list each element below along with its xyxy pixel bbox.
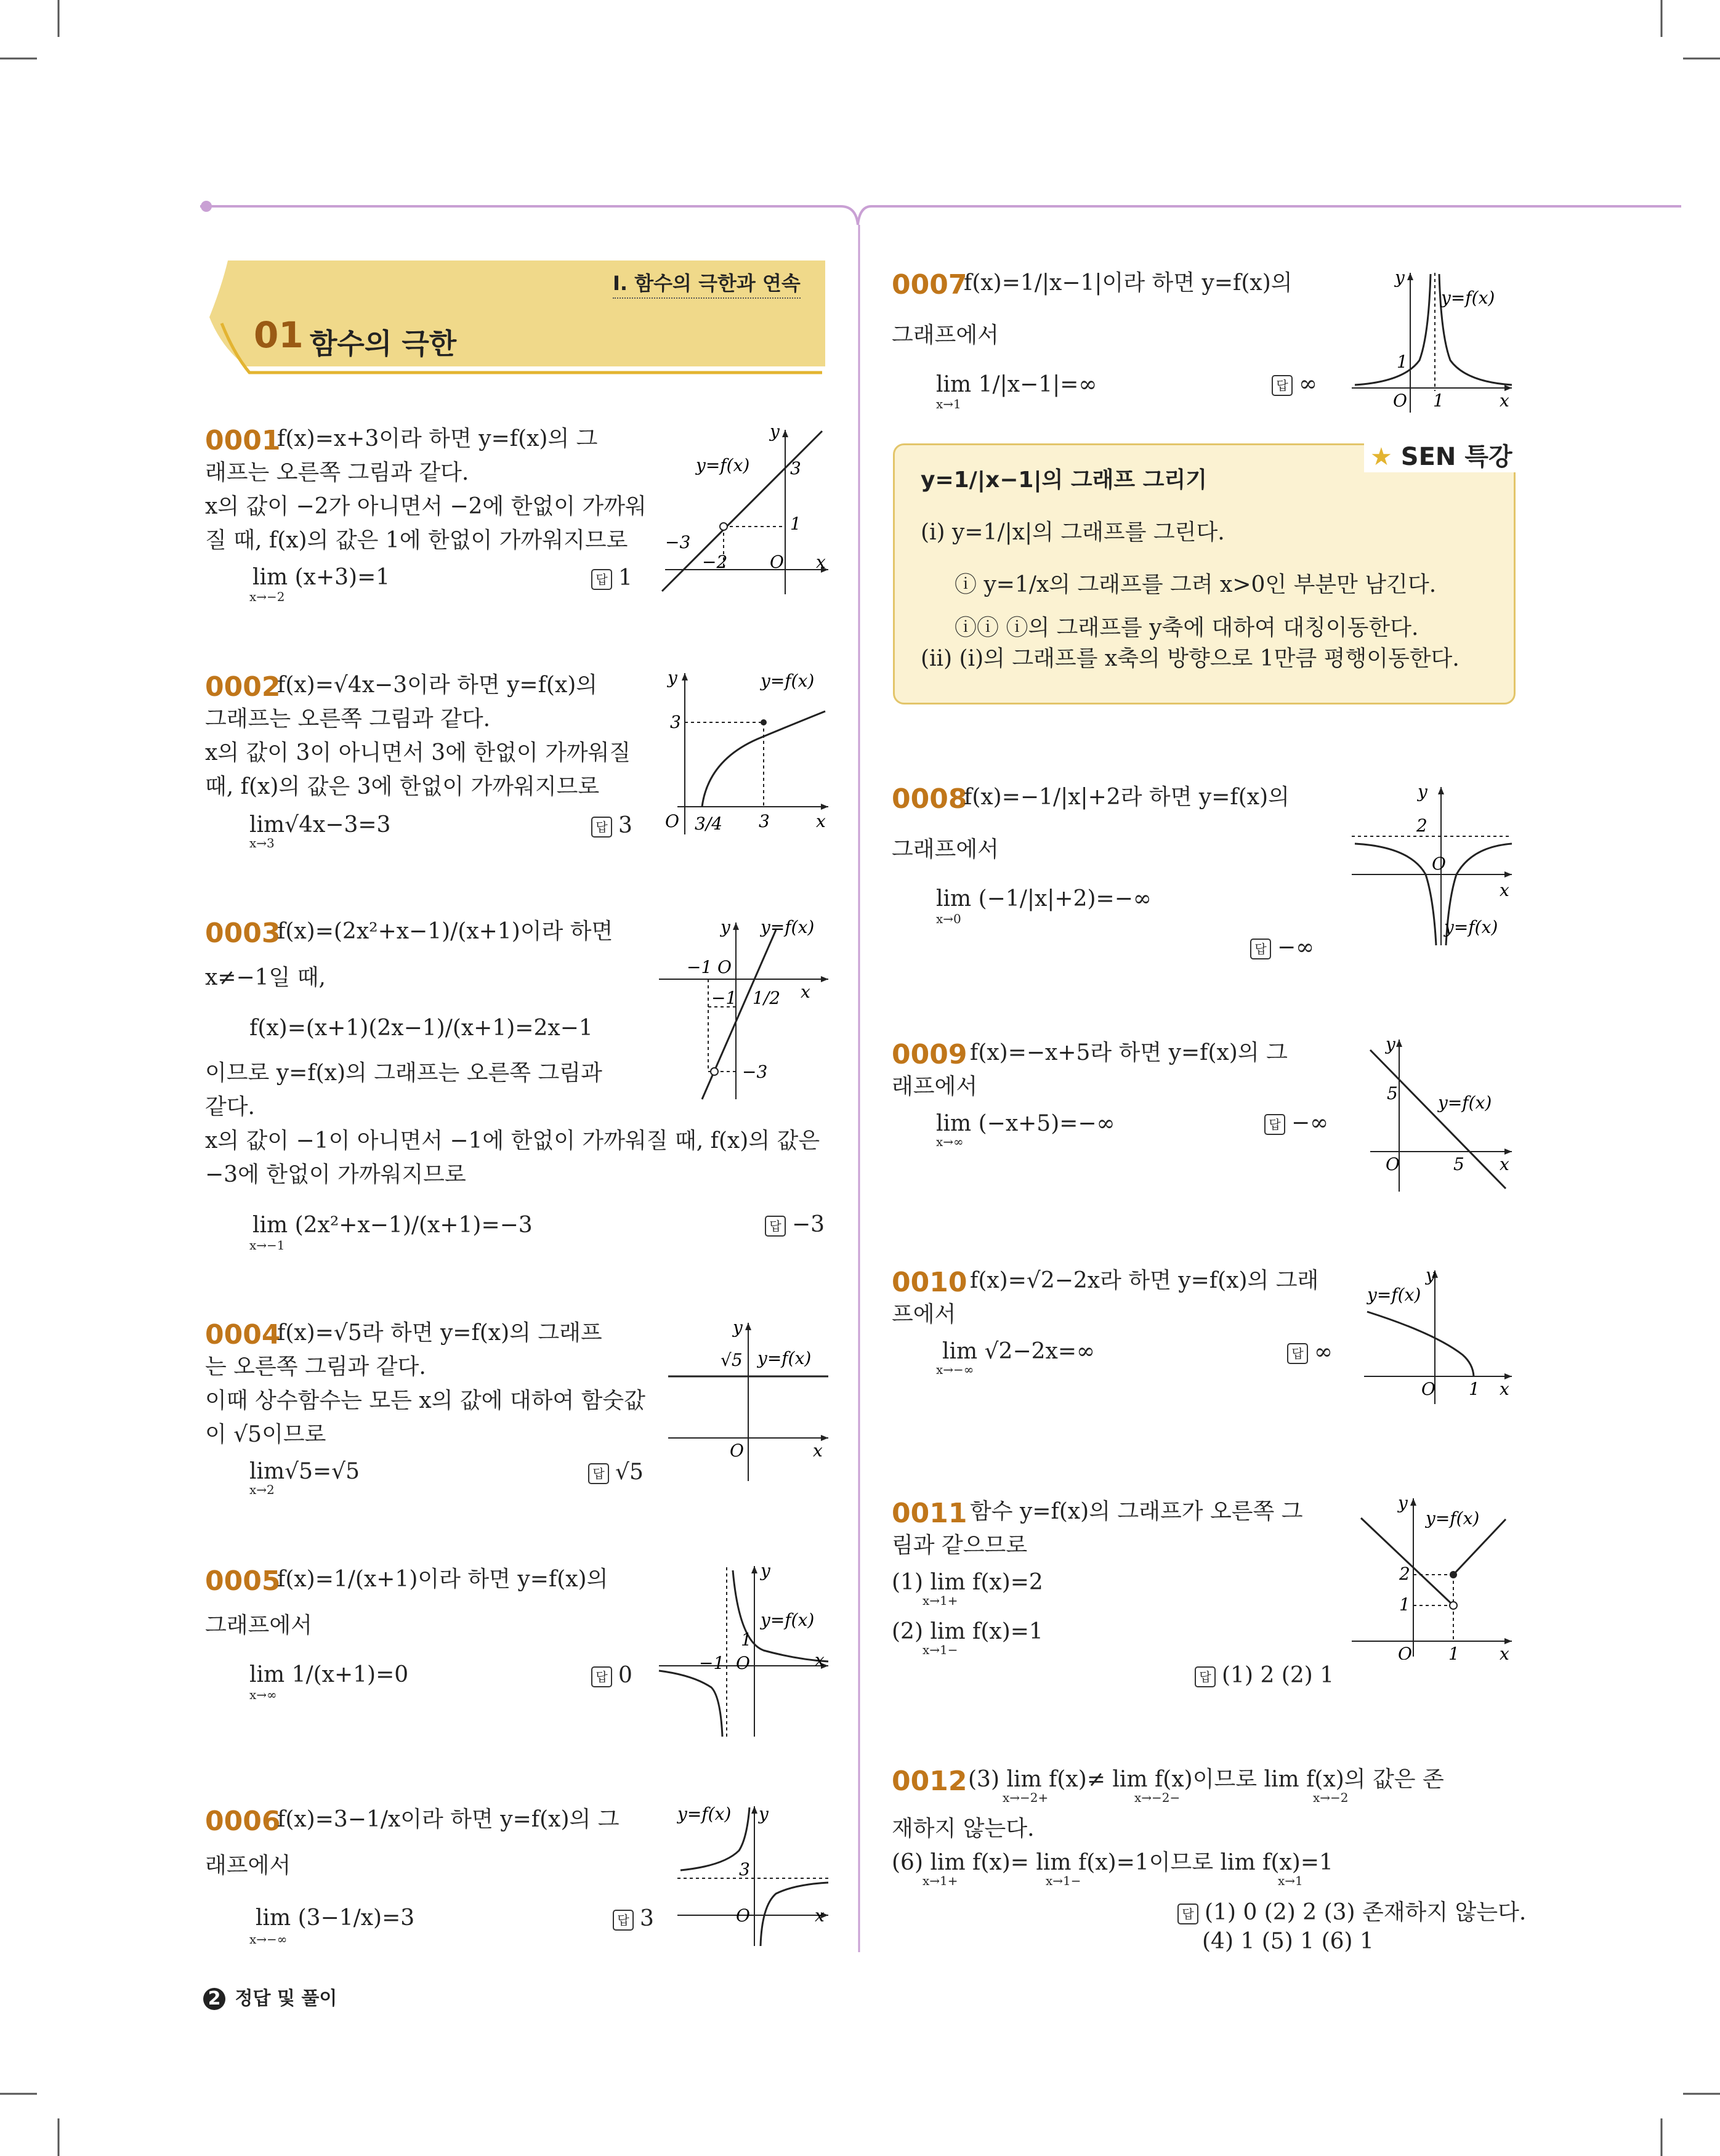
text-line: 때, f(x)의 값은 3에 한없이 가까워지므로: [205, 774, 600, 799]
text-line: (1) lim f(x)=2: [892, 1570, 1043, 1595]
answer-icon: 답: [1287, 1343, 1308, 1364]
svg-text:y: y: [733, 1318, 743, 1338]
svg-text:O: O: [665, 811, 679, 831]
text-line: 그래프에서: [205, 1613, 312, 1638]
section-number: 01: [254, 314, 304, 356]
limit-subscript: x→0: [936, 911, 961, 926]
graph-0002: [659, 668, 831, 841]
answer: 답 √5: [588, 1460, 644, 1485]
problem-number: 0004: [205, 1319, 281, 1351]
limit-expression: lim√5=√5: [249, 1459, 360, 1484]
limit-subscript: x→−2: [1313, 1790, 1349, 1805]
svg-text:√5: √5: [721, 1350, 743, 1370]
graph-0005: [656, 1561, 831, 1740]
limit-expression: lim 1/|x−1|=∞: [936, 372, 1097, 397]
svg-text:1: 1: [1448, 1644, 1460, 1660]
text-line: f(x)=−x+5라 하면 y=f(x)의 그: [970, 1040, 1288, 1065]
limit-expression: lim √2−2x=∞: [942, 1339, 1095, 1364]
answer: 답 0: [591, 1663, 632, 1688]
tip-badge: ★ SEN 특강: [1364, 437, 1519, 472]
limit-subscript: x→−1: [249, 1238, 285, 1253]
svg-text:y: y: [761, 1561, 770, 1581]
text-line: −3에 한없이 가까워지므로: [205, 1162, 466, 1187]
tip-line: ⓘ y=1/x의 그래프를 그려 x>0인 부분만 남긴다.: [955, 572, 1437, 597]
limit-subscript: x→1−: [1046, 1873, 1081, 1888]
text-line: f(x)=√4x−3이라 하면 y=f(x)의: [277, 672, 598, 698]
answer-icon: 답: [588, 1463, 609, 1484]
svg-text:y: y: [1398, 1493, 1408, 1513]
svg-text:2: 2: [1399, 1564, 1410, 1584]
text-line: 이므로 y=f(x)의 그래프는 오른쪽 그림과: [205, 1060, 602, 1086]
graph-0006: [674, 1801, 831, 1949]
answer: 답 ∞: [1287, 1339, 1333, 1365]
page-footer: [203, 1983, 337, 2010]
problem-number: 0012: [892, 1766, 967, 1797]
graph-0004: [665, 1318, 831, 1484]
problem-number: 0003: [205, 918, 281, 949]
svg-text:x: x: [1500, 1154, 1509, 1174]
limit-subscript: x→1: [936, 397, 961, 411]
svg-text:−3: −3: [665, 532, 691, 552]
text-line: f(x)=√2−2x라 하면 y=f(x)의 그래: [970, 1268, 1319, 1293]
text-line: (3) lim f(x)≠ lim f(x)이므로 lim f(x)의 값은 존: [968, 1767, 1444, 1792]
svg-text:3: 3: [670, 712, 681, 732]
graph-0007: [1349, 268, 1515, 416]
text-line: 는 오른쪽 그림과 같다.: [205, 1354, 426, 1379]
svg-text:y=f(x): y=f(x): [761, 671, 815, 691]
star-icon: ★: [1370, 443, 1392, 471]
svg-text:x: x: [1500, 1644, 1509, 1660]
answer-icon: 답: [1264, 1114, 1285, 1135]
text-line: 그래프에서: [892, 837, 999, 862]
svg-text:y=f(x): y=f(x): [696, 455, 750, 475]
limit-subscript: x→−∞: [936, 1362, 974, 1377]
svg-text:y=f(x): y=f(x): [1438, 1092, 1492, 1113]
graph-0009: [1361, 1035, 1515, 1195]
svg-text:O: O: [730, 1440, 744, 1461]
text-line: f(x)=1/(x+1)이라 하면 y=f(x)의: [277, 1567, 608, 1592]
answer: 답 −∞: [1250, 935, 1314, 960]
svg-text:y=f(x): y=f(x): [1367, 1285, 1421, 1305]
graph-0008: [1349, 782, 1515, 948]
svg-text:3: 3: [759, 811, 770, 831]
graph-0003: [653, 918, 831, 1102]
limit-expression: lim (2x²+x−1)/(x+1)=−3: [252, 1213, 533, 1238]
limit-subscript: x→−∞: [249, 1932, 288, 1947]
tip-line: (ⅱ) (ⅰ)의 그래프를 x축의 방향으로 1만큼 평행이동한다.: [921, 646, 1460, 671]
svg-text:O: O: [1393, 390, 1407, 411]
limit-subscript: x→∞: [249, 1687, 277, 1702]
svg-text:O: O: [770, 552, 784, 572]
limit-expression: lim√4x−3=3: [249, 812, 391, 838]
answer: 답 (1) 0 (2) 2 (3) 존재하지 않는다.: [1177, 1895, 1526, 1926]
svg-text:O: O: [717, 957, 732, 977]
svg-text:x: x: [813, 1440, 823, 1461]
answer: 답 −∞: [1264, 1110, 1328, 1136]
problem-number: 0009: [892, 1039, 967, 1070]
text-line: f(x)=3−1/x이라 하면 y=f(x)의 그: [277, 1807, 620, 1832]
svg-text:y: y: [1426, 1266, 1435, 1285]
answer-icon: 답: [591, 817, 612, 838]
text-line: 래프는 오른쪽 그림과 같다.: [205, 460, 469, 485]
problem-number: 0005: [205, 1565, 281, 1597]
limit-subscript: x→2: [249, 1482, 275, 1497]
text-line: 그래프는 오른쪽 그림과 같다.: [205, 706, 491, 732]
text-line: f(x)=(x+1)(2x−1)/(x+1)=2x−1: [249, 1015, 593, 1041]
svg-text:x: x: [816, 552, 826, 572]
answer-icon: 답: [591, 569, 612, 590]
svg-text:y=f(x): y=f(x): [757, 1348, 812, 1368]
graph-0010: [1361, 1266, 1515, 1407]
text-line: (2) lim f(x)=1: [892, 1619, 1043, 1644]
svg-text:−1: −1: [687, 957, 713, 977]
limit-subscript: x→−2−: [1134, 1790, 1181, 1805]
text-line: 래프에서: [205, 1853, 291, 1878]
svg-text:y: y: [721, 918, 730, 937]
svg-text:5: 5: [1387, 1083, 1398, 1104]
svg-text:O: O: [736, 1653, 750, 1673]
text-line: f(x)=x+3이라 하면 y=f(x)의 그: [277, 426, 598, 451]
svg-text:x: x: [1500, 390, 1509, 411]
book-title: 정답 및 풀이: [235, 1988, 337, 2009]
page-number: 2: [203, 1988, 225, 2010]
answer: 답 3: [591, 813, 632, 838]
svg-text:O: O: [736, 1905, 750, 1926]
text-line: 같다.: [205, 1094, 255, 1120]
text-line: 그래프에서: [892, 323, 999, 348]
svg-text:y: y: [770, 425, 780, 442]
text-line: f(x)=(2x²+x−1)/(x+1)이라 하면: [277, 919, 613, 944]
limit-subscript: x→1+: [923, 1873, 958, 1888]
svg-text:3: 3: [790, 458, 801, 478]
text-line: x의 값이 −1이 아니면서 −1에 한없이 가까워질 때, f(x)의 값은: [205, 1128, 820, 1153]
svg-text:−1: −1: [711, 988, 737, 1008]
text-line: f(x)=−1/|x|+2라 하면 y=f(x)의: [964, 785, 1290, 810]
problem-number: 0011: [892, 1498, 967, 1529]
text-line: 래프에서: [892, 1074, 978, 1099]
svg-text:y=f(x): y=f(x): [761, 918, 815, 937]
graph-0011: [1349, 1493, 1515, 1660]
svg-text:x: x: [816, 811, 826, 831]
text-line: f(x)=√5라 하면 y=f(x)의 그래프: [277, 1320, 602, 1346]
limit-expression: lim (x+3)=1: [252, 565, 390, 590]
limit-expression: lim (−1/|x|+2)=−∞: [936, 886, 1152, 911]
svg-text:x: x: [801, 982, 810, 1002]
text-line: 질 때, f(x)의 값은 1에 한없이 가까워지므로: [205, 528, 628, 553]
svg-text:1: 1: [1469, 1379, 1480, 1399]
text-line: 이 √5이므로: [205, 1422, 326, 1447]
text-line: (6) lim f(x)= lim f(x)=1이므로 lim f(x)=1: [892, 1850, 1333, 1875]
problem-number: 0010: [892, 1267, 967, 1298]
svg-text:y=f(x): y=f(x): [677, 1804, 732, 1824]
limit-subscript: x→−2: [249, 589, 285, 604]
answer-icon: 답: [765, 1216, 786, 1237]
limit-subscript: x→1: [1278, 1873, 1303, 1888]
text-line: 함수 y=f(x)의 그래프가 오른쪽 그: [970, 1499, 1303, 1524]
tip-title: y=1/|x−1|의 그래프 그리기: [921, 467, 1208, 493]
svg-text:1: 1: [1397, 352, 1408, 372]
svg-text:y=f(x): y=f(x): [1441, 288, 1495, 308]
svg-text:y=f(x): y=f(x): [761, 1610, 815, 1630]
limit-subscript: x→1−: [923, 1642, 958, 1657]
chapter-label: Ⅰ. 함수의 극한과 연속: [613, 270, 801, 299]
text-line: x≠−1일 때,: [205, 965, 326, 990]
svg-text:O: O: [1432, 854, 1446, 874]
svg-text:O: O: [1386, 1154, 1400, 1174]
limit-expression: lim (−x+5)=−∞: [936, 1111, 1115, 1136]
svg-text:O: O: [1421, 1379, 1435, 1399]
svg-text:y: y: [668, 668, 677, 688]
answer-icon: 답: [1177, 1904, 1198, 1924]
limit-expression: lim (3−1/x)=3: [256, 1905, 415, 1931]
svg-text:−2: −2: [702, 552, 728, 572]
svg-text:y: y: [1418, 782, 1427, 802]
problem-number: 0007: [892, 269, 967, 301]
limit-subscript: x→−2+: [1003, 1790, 1049, 1805]
answer-icon: 답: [613, 1910, 634, 1931]
limit-subscript: x→∞: [936, 1134, 964, 1149]
text-line: 이때 상수함수는 모든 x의 값에 대하여 함숫값: [205, 1388, 645, 1413]
svg-text:3: 3: [739, 1859, 750, 1879]
svg-text:1/2: 1/2: [753, 988, 781, 1008]
svg-text:O: O: [1398, 1644, 1412, 1660]
svg-text:y: y: [1386, 1035, 1395, 1054]
answer-icon: 답: [591, 1666, 612, 1687]
svg-text:3/4: 3/4: [695, 814, 723, 834]
answer-icon: 답: [1272, 375, 1293, 396]
graph-0001: [659, 425, 831, 597]
svg-text:x: x: [1500, 1379, 1509, 1399]
answer-continued: (4) 1 (5) 1 (6) 1: [1202, 1929, 1374, 1954]
text-line: x의 값이 3이 아니면서 3에 한없이 가까워질: [205, 740, 631, 765]
svg-text:−1: −1: [699, 1653, 725, 1673]
text-line: 프에서: [892, 1302, 956, 1327]
answer: 답 1: [591, 565, 632, 591]
svg-text:1: 1: [790, 514, 801, 534]
svg-text:y=f(x): y=f(x): [1444, 917, 1498, 937]
svg-text:1: 1: [741, 1629, 752, 1650]
answer: 답 3: [613, 1906, 654, 1931]
tip-line: (ⅰ) y=1/|x|의 그래프를 그린다.: [921, 520, 1225, 545]
answer: 답 −3: [765, 1212, 825, 1237]
svg-text:y=f(x): y=f(x): [1426, 1508, 1480, 1528]
answer-icon: 답: [1250, 939, 1271, 959]
limit-expression: lim 1/(x+1)=0: [249, 1662, 409, 1687]
text-line: f(x)=1/|x−1|이라 하면 y=f(x)의: [964, 270, 1293, 296]
limit-subscript: x→1+: [923, 1593, 958, 1608]
svg-text:−3: −3: [742, 1062, 768, 1082]
svg-text:2: 2: [1416, 815, 1427, 836]
svg-text:x: x: [815, 1905, 825, 1926]
problem-number: 0006: [205, 1806, 281, 1837]
svg-text:1: 1: [1433, 390, 1444, 411]
svg-text:y: y: [1395, 268, 1405, 288]
svg-text:y: y: [759, 1804, 769, 1824]
text-line: x의 값이 −2가 아니면서 −2에 한없이 가까워: [205, 494, 647, 519]
svg-text:5: 5: [1453, 1154, 1464, 1174]
section-title: 함수의 극한: [310, 327, 457, 360]
problem-number: 0002: [205, 671, 281, 703]
answer: 답 ∞: [1272, 371, 1317, 397]
tip-line: ⓘⓘ ⓘ의 그래프를 y축에 대하여 대칭이동한다.: [955, 615, 1419, 640]
problem-number: 0008: [892, 783, 967, 815]
problem-number: 0001: [205, 425, 281, 456]
answer-icon: 답: [1195, 1666, 1216, 1687]
answer: 답 (1) 2 (2) 1: [1195, 1663, 1334, 1688]
svg-text:x: x: [815, 1650, 825, 1670]
limit-subscript: x→3: [249, 836, 275, 850]
text-line: 재하지 않는다.: [892, 1816, 1035, 1841]
svg-text:1: 1: [1399, 1594, 1410, 1615]
svg-text:x: x: [1500, 880, 1509, 900]
text-line: 림과 같으므로: [892, 1533, 1028, 1558]
